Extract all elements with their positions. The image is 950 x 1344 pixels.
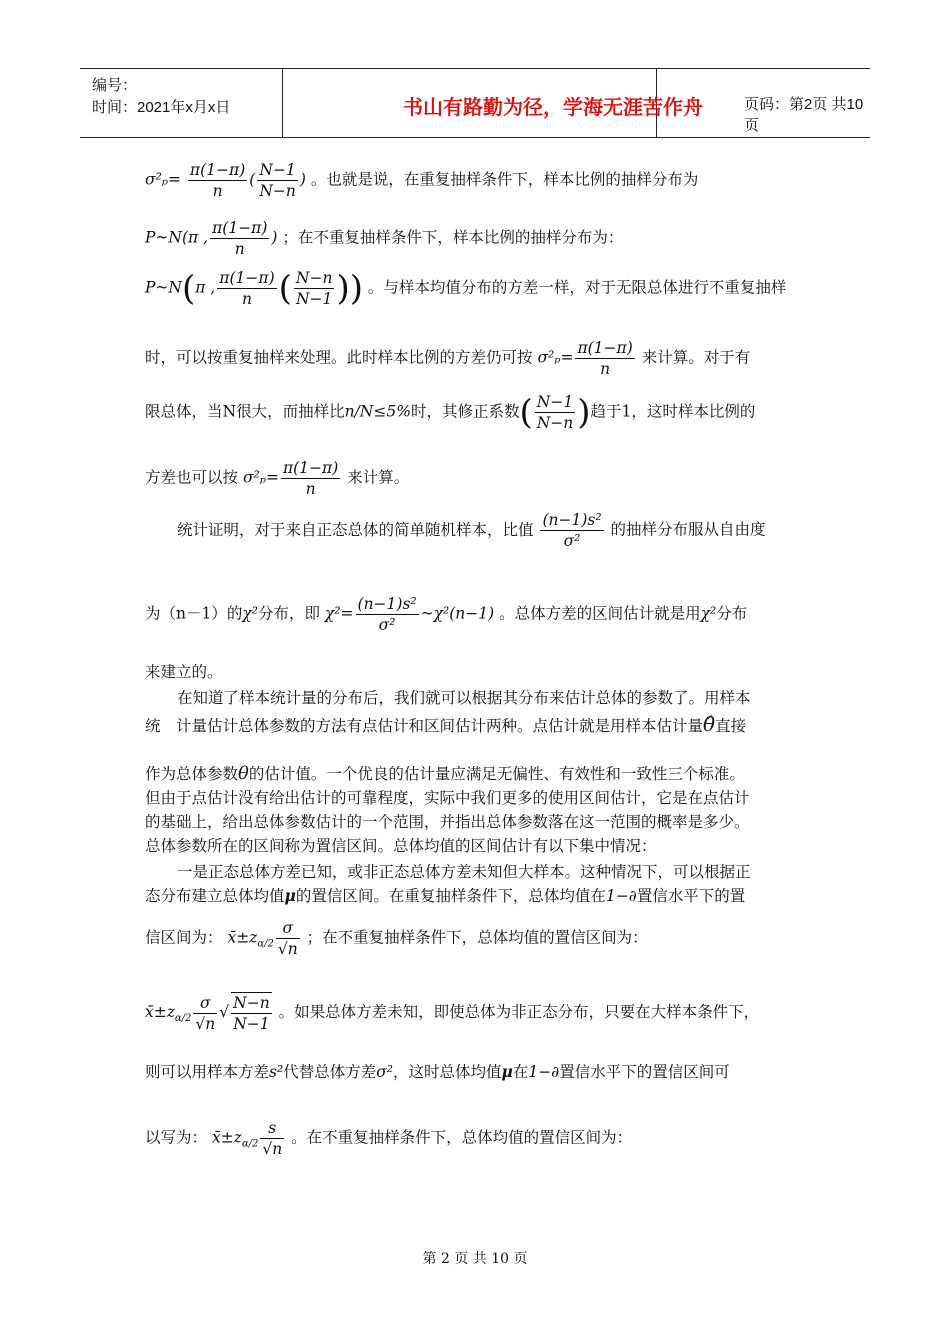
paragraph-text: 则可以用样本方差 [145,1063,270,1081]
body-line [145,510,807,551]
fraction [260,1118,284,1159]
body-line [145,1060,807,1082]
numerator: π(1−π) [212,219,268,237]
formula-var: μ [284,886,296,905]
paragraph-text: ；在不重复抽样条件下，总体均值的置信区间为： [306,928,648,947]
body-line: 为（n－1）的χ²分布，即 χ²= $\frac{\text{(n−1)s²}}{\text{σ²}}$ ~χ²(n−1) 。总体方差的区间估计就是用χ²分布 [145,595,748,634]
paragraph-text: 限总体，当N很大，而抽样比 [145,402,345,421]
header-meta [92,75,230,119]
paragraph-text: 直接 [715,717,747,735]
paragraph-text: 的抽样分布服从自由度 [610,520,766,539]
numerator: π(1−π) [189,161,246,179]
paragraph-text: 来计算。 [347,468,410,487]
body-line: 来建立的。 [145,663,223,681]
page-header [80,68,870,138]
paragraph-text: 时，其修正系数 [410,402,520,421]
denominator: √n [262,1140,283,1158]
denominator: N−n [536,414,574,432]
formula-var: θ̂ [703,712,716,736]
formula-var: π , [195,278,216,297]
paragraph-text: 时，可以按重复抽样来处理。此时样本比例的方差仍可按 [145,348,533,367]
denominator: n [241,290,252,308]
numerator: N−1 [535,392,576,413]
fraction [294,268,335,309]
paragraph-text: 代替总体方差 [283,1063,377,1081]
paragraph-text: 。如果总体方差未知，即使总体为非正态分布，只要在大样本条件下， [278,1003,760,1021]
paragraph-text: 的估计值。一个优良的估计量应满足无偏性、有效性和一致性三个标准。 [248,765,745,783]
denominator: N−1 [233,1015,270,1033]
body-line: $x̄\pm z_{\alpha/2}$ $\frac{\sigma}{√n}$ √ $\frac{N-n}{N-1}$ 。如果总体方差未知，即使总体为非正态分布，只要在大样本条件下， [145,993,760,1033]
paragraph-text: 统计证明，对于来自正态总体的简单随机样本，比值 [177,520,534,539]
formula-var: x̄±z [145,1003,175,1021]
paragraph-text: 。总体方差的区间估计就是用 [499,604,701,623]
header-motto: 书山有路勤为径，学海无涯苦作舟 [403,95,703,119]
paragraph-text: 来计算。对于有 [641,348,751,367]
formula-var: 1−∂ [528,1063,560,1081]
header-time: 时间：2021年x月x日 [92,99,231,116]
body-line: 的基础上，给出总体参数估计的一个范围，并指出总体参数落在这一范围的概率是多少。 [145,813,750,831]
numerator: (n−1)s² [542,511,602,529]
fraction [281,458,340,499]
formula-var: χ² [242,604,258,623]
body-line [145,884,807,906]
fraction [231,992,272,1034]
numerator: σ [276,918,300,939]
header-divider [282,69,283,137]
numerator: N−n [295,269,333,287]
numerator: π(1−π) [219,269,275,287]
formula-var: π , [188,228,209,247]
paragraph-text: 趋于1，这时样本比例的 [590,402,756,421]
formula-var: n/N≤5% [344,402,411,421]
numerator: π(1−π) [577,339,633,357]
formula-var: ~χ²(n−1) [420,604,495,623]
formula-var: μ [501,1062,513,1081]
paragraph-text: 为（n－1）的 [145,604,243,623]
body-line: P~N(π , $\frac{\pi(1-\pi)}{n}$ ( $\frac{N-n}{N-1}$ )) 。与样本均值分布的方差一样，对于无限总体进行不重复抽样 [145,268,787,309]
denominator: n [600,360,611,378]
paragraph-text: 在 [512,1063,529,1081]
paragraph-text: 。也就是说，在重复抽样条件下，样本比例的抽样分布为 [310,170,699,189]
paragraph-text: 分布 [716,604,748,623]
body-line: 但由于点估计没有给出估计的可靠程度，实际中我们更多的使用区间估计，它是在点估计 [145,789,750,807]
body-line [145,458,807,499]
fraction [217,268,276,309]
paragraph-text: 。在不重复抽样条件下，总体均值的置信区间为： [291,1128,633,1147]
formula-var: α/2 [257,938,274,950]
formula-var: χ² [324,604,341,623]
formula-var: P~N [145,278,182,297]
body-line: σ²ₚ= $\frac{\pi(1-\pi)}{n}$ ( $\frac{N-1}{N-n}$ ) 。也就是说，在重复抽样条件下，样本比例的抽样分布为 [145,161,699,200]
paragraph-text: 态分布建立总体均值 [145,887,285,905]
formula-var: x̄±z [227,928,258,947]
denominator: σ² [378,616,396,634]
body-line [145,712,807,736]
paragraph-text: 的置信区间。在重复抽样条件下，总体均值在 [295,887,606,905]
body-line [145,338,807,379]
formula-var: θ [238,763,249,784]
fraction [188,160,247,201]
body-line: 一是正态总体方差已知，或非正态总体方差未知但大样本。这种情况下，可以根据正 [177,863,751,881]
fraction [540,510,603,551]
page-footer: 第 2 页 共 10 页 [422,1251,528,1267]
fraction [257,160,298,201]
paragraph-text: 方差也可以按 [145,468,239,487]
denominator: n [212,182,223,200]
formula-var: s² [269,1063,284,1081]
body-line: 总体参数所在的区间称为置信区间。总体均值的区间估计有以下集中情况： [145,837,657,855]
denominator: n [234,240,245,258]
denominator: σ² [563,532,581,550]
denominator: √n [277,940,298,958]
formula-var: x̄±z [211,1128,242,1147]
formula-var: σ²ₚ= [145,170,181,189]
denominator: √n [195,1014,216,1033]
paragraph-text: 以写为： [145,1128,208,1147]
numerator: s [260,1118,284,1139]
formula-var: 1−∂ [605,887,637,905]
paragraph-text: 信区间为： [145,928,223,947]
formula-var: α/2 [241,1138,259,1150]
formula-var: σ²ₚ= [242,468,279,487]
formula-var: σ²ₚ= [537,348,574,367]
body-line: P~N(π , $\frac{\pi(1-\pi)}{n}$ ) ；在不重复抽样条件下，样本比例的抽样分布为： [145,219,624,258]
body-line [145,918,807,959]
body-line [145,1118,807,1159]
fraction [193,993,217,1034]
paragraph-text: 。与样本均值分布的方差一样，对于无限总体进行不重复抽样 [367,278,787,297]
header-page-info: 页码：第2页 共10页 [744,96,864,134]
header-number: 编号： [92,77,138,94]
denominator: n [305,480,316,498]
paragraph-text: 统 计量估计总体参数的方法有点估计和区间估计两种。点估计就是用样本估计量 [145,717,704,735]
fraction [210,218,269,259]
paragraph-text: 分布，即 [257,604,320,623]
formula-var: P~N [145,228,182,247]
paragraph-text: ；在不重复抽样条件下，样本比例的抽样分布为： [282,228,624,247]
numerator: π(1−π) [282,459,339,477]
fraction [535,392,576,433]
body-line: 限总体，当N很大，而抽样比n/N≤5%时，其修正系数( $\frac{N-1}{N-n}$ )趋于1，这时样本比例的 [145,392,756,433]
numerator: N−n [233,994,270,1012]
fraction [356,594,419,635]
numerator: N−1 [257,160,298,181]
fraction [575,338,634,379]
paragraph-text: 置信水平下的置信区间可 [559,1063,730,1081]
body-line: 在知道了样本统计量的分布后，我们就可以根据其分布来估计总体的参数了。用样本 [177,689,751,707]
paragraph-text: 置信水平下的置 [636,887,746,905]
numerator: (n−1)s² [357,595,417,613]
formula-var: χ² [700,604,717,623]
formula-var: α/2 [174,1013,192,1025]
paragraph-text: 作为总体参数 [145,765,239,783]
formula-var: σ² [376,1063,393,1081]
numerator: σ [193,993,217,1014]
body-line [145,762,807,784]
denominator: N−1 [295,290,333,308]
fraction [276,918,300,959]
denominator: N−n [259,182,296,200]
paragraph-text: ，这时总体均值 [393,1063,502,1081]
